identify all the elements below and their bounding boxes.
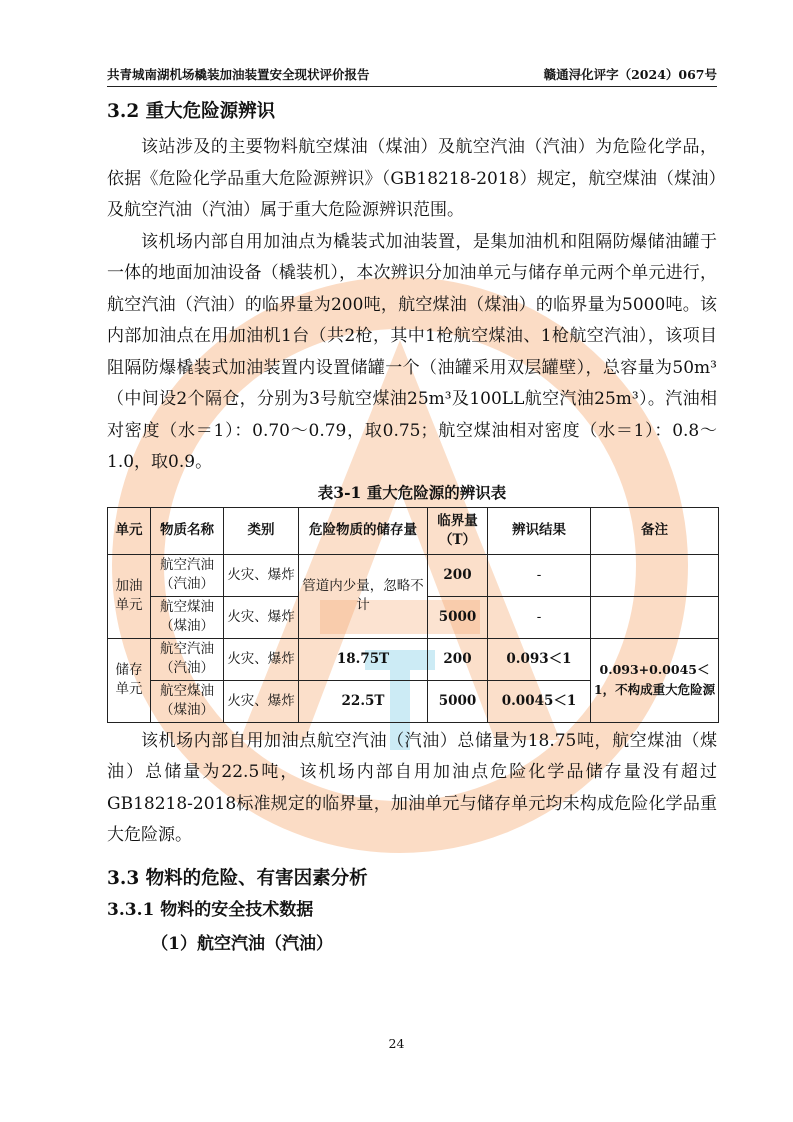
cell-threshold: 5000 [428, 596, 488, 638]
header-document-number: 赣通浔化评字（2024）067号 [543, 67, 717, 82]
col-header-category: 类别 [224, 507, 299, 554]
cell-threshold: 200 [428, 554, 488, 596]
cell-threshold: 5000 [428, 680, 488, 722]
paragraph-hazmat-scope: 该站涉及的主要物料航空煤油（煤油）及航空汽油（汽油）为危险化学品，依据《危险化学品重大危险源辨识》（GB18218-2018）规定，航空煤油（煤油）及航空汽油（汽油）属于重大危险源辨识范围。 [107, 137, 717, 220]
cell-unit-fueling: 加油单元 [108, 554, 151, 638]
col-header-threshold: 临界量（T） [428, 507, 488, 554]
cell-storage-shared: 管道内少量，忽略不计 [299, 554, 428, 638]
cell-substance: 航空煤油（煤油） [151, 596, 224, 638]
cell-remark-conclusion: 0.093+0.0045＜1，不构成重大危险源 [591, 638, 719, 722]
subsection-heading-3-3-1: 3.3.1 物料的安全技术数据 [107, 899, 314, 920]
page-header [107, 66, 717, 87]
table-row [108, 554, 719, 596]
section-heading-3-3: 3.3 物料的危险、有害因素分析 [107, 867, 368, 889]
cell-result: 0.093＜1 [488, 638, 591, 680]
cell-unit-storage: 储存单元 [108, 638, 151, 722]
section-heading-3-2: 3.2 重大危险源辨识 [107, 101, 276, 122]
cell-substance: 航空煤油（煤油） [151, 680, 224, 722]
cell-category: 火灾、爆炸 [224, 638, 299, 680]
item-heading-aviation-gasoline: （1）航空汽油（汽油） [151, 933, 334, 954]
table-row [108, 638, 719, 680]
paragraph-conclusion: 该机场内部自用加油点航空汽油（汽油）总储量为18.75吨，航空煤油（煤油）总储量为22.5吨，该机场内部自用加油点危险化学品储存量没有超过GB18218-2018标准规定的临界量，加油单元与储存单元均未构成危险化学品重大危险源。 [107, 730, 717, 845]
cell-storage: 22.5T [299, 680, 428, 722]
paragraph-fueling-device: 该机场内部自用加油点为橇装式加油装置，是集加油机和阻隔防爆储油罐于一体的地面加油设备（橇装机），本次辨识分加油单元与储存单元两个单元进行，航空汽油（汽油）的临界量为200吨，航空煤油（煤油）的临界量为5000吨。该内部加油点在用加油机1台（共2枪，其中1枪航空煤油、1枪航空汽油），该项目阻隔防爆橇装式加油装置内设置储罐一个（油罐采用双层罐壁），总容量为50m³（中间设2个隔仓，分别为3号航空煤油25m³及100LL航空汽油25m³）。汽油相对密度（水＝1）：0.70～0.79，取0.75；航空煤油相对密度（水＝1）：0.8～1.0，取0.9。 [107, 231, 717, 472]
cell-remark [591, 596, 719, 638]
cell-substance: 航空汽油（汽油） [151, 638, 224, 680]
cell-substance: 航空汽油（汽油） [151, 554, 224, 596]
col-header-result: 辨识结果 [488, 507, 591, 554]
cell-category: 火灾、爆炸 [224, 554, 299, 596]
cell-result: - [488, 554, 591, 596]
table-caption: 表3-1 重大危险源的辨识表 [317, 482, 507, 502]
cell-threshold: 200 [428, 638, 488, 680]
header-report-title: 共青城南湖机场橇装加油装置安全现状评价报告 [107, 67, 370, 82]
cell-category: 火灾、爆炸 [224, 596, 299, 638]
page-number: 24 [388, 1036, 405, 1051]
table-header-row [108, 507, 719, 554]
cell-result: - [488, 596, 591, 638]
col-header-unit: 单元 [108, 507, 151, 554]
page-content [107, 98, 717, 959]
col-header-substance: 物质名称 [151, 507, 224, 554]
col-header-remark: 备注 [591, 507, 719, 554]
cell-category: 火灾、爆炸 [224, 680, 299, 722]
cell-result: 0.0045＜1 [488, 680, 591, 722]
cell-remark [591, 554, 719, 596]
hazard-identification-table [107, 507, 719, 723]
col-header-storage: 危险物质的储存量 [299, 507, 428, 554]
cell-storage: 18.75T [299, 638, 428, 680]
